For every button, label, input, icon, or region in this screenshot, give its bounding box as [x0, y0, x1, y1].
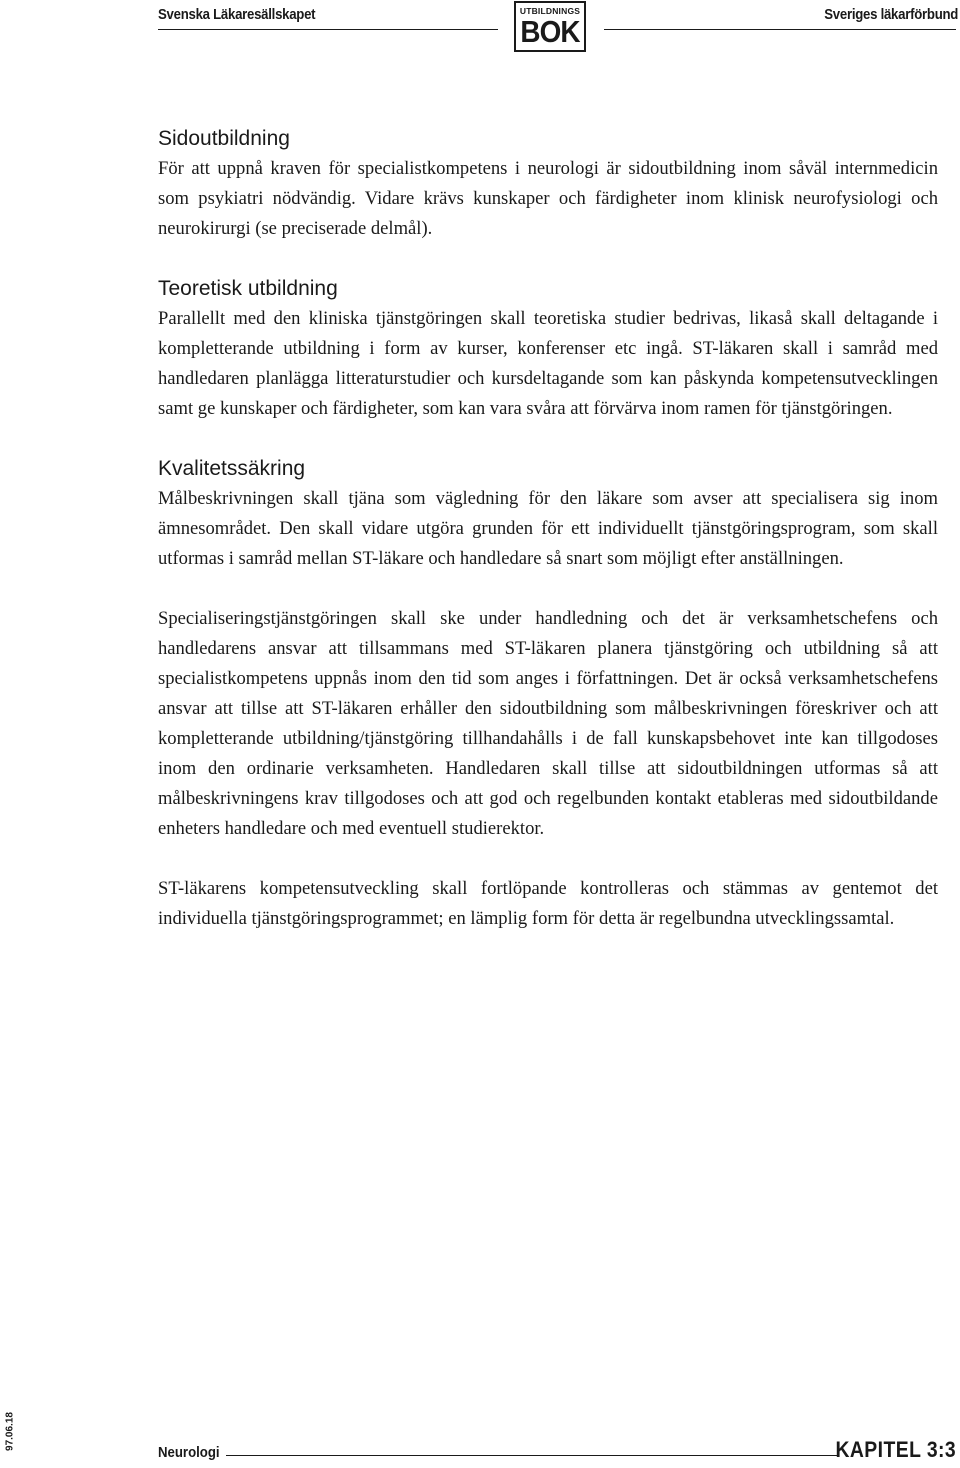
header-left-text: Svenska Läkaresällskapet [158, 6, 316, 23]
section-text-kvalitet: Målbeskrivningen skall tjäna som vägledning för den läkare som avser att specialisera sig inom ämnesområdet. Den skall vidare utgöra grunden för ett individuellt tjänstgöringsprogram, som skall utformas i samråd mellan ST-läkare och handledare så snart som möjligt efter anställningen. [158, 488, 938, 569]
header-rule-left [158, 29, 498, 30]
footer-subject: Neurologi [158, 1444, 220, 1461]
footer-date: 97.06.18 [4, 1412, 16, 1451]
section-text-sidoutbildning: För att uppnå kraven för specialistkompetens i neurologi är sidoutbildning inom såväl internmedicin som psykiatri nödvändig. Vidare krävs kunskaper och färdigheter inom klinisk neurofysiologi och neurokirurgi (se preciserade delmål). [158, 158, 938, 239]
logo-small-text: UTBILDNINGS [519, 6, 581, 16]
footer-chapter: KAPITEL 3:3 [835, 1437, 956, 1462]
utbildningsbok-logo [514, 1, 586, 52]
header-right-text: Sveriges läkarförbund [824, 6, 958, 23]
paragraph-kompetensutveckling: ST-läkarens kompetensutveckling skall fortlöpande kontrolleras och stämmas av gentemot det individuella tjänstgöringsprogrammet; en lämplig form för detta är regelbundna utvecklingssamtal. [158, 878, 938, 929]
logo-big-text: BOK [520, 14, 580, 49]
section-text-teoretisk: Parallellt med den kliniska tjänstgöringen skall teoretiska studier bedrivas, likaså skall deltagande i kompletterande utbildning i form av kurser, konferenser etc ingå. ST-läkaren skall i samråd med handledaren planlägga litteraturstudier och kursdeltagande som kan påskynda kompetensutvecklingen samt ge kunskaper och färdigheter, som kan vara svåra att förvärva inom ramen för tjänstgöringen. [158, 308, 938, 419]
header-rule-right [604, 29, 956, 30]
footer-rule [226, 1455, 838, 1456]
section-heading-kvalitet: Kvalitetssäkring [158, 457, 306, 480]
paragraph-handledning: Specialiseringstjänstgöringen skall ske under handledning och det är verksamhetschefens och handledarens ansvar att tillsammans med ST-läkaren planera tjänstgöring och utbildning så att specialistkompetens uppnås inom den tid som anges i författningen. Det är också verksamhetschefens ansvar att tillse att ST-läkaren erhåller den sidoutbildning som målbeskrivningen föreskriver och att kompletterande utbildning/tjänstgöring tillhandahålls i de fall kunskapsbehovet inte kan tillgodoses inom den ordinarie verksamheten. Handledaren skall tillse att sidoutbildningen utformas så att målbeskrivningens krav tillgodoses och att god och regelbunden kontakt etableras med sidoutbildande enheters handledare och med eventuell studierektor. [158, 608, 938, 839]
section-heading-teoretisk: Teoretisk utbildning [158, 277, 338, 300]
page-header [0, 0, 960, 60]
section-heading-sidoutbildning: Sidoutbildning [158, 127, 290, 150]
page-body [158, 124, 938, 934]
